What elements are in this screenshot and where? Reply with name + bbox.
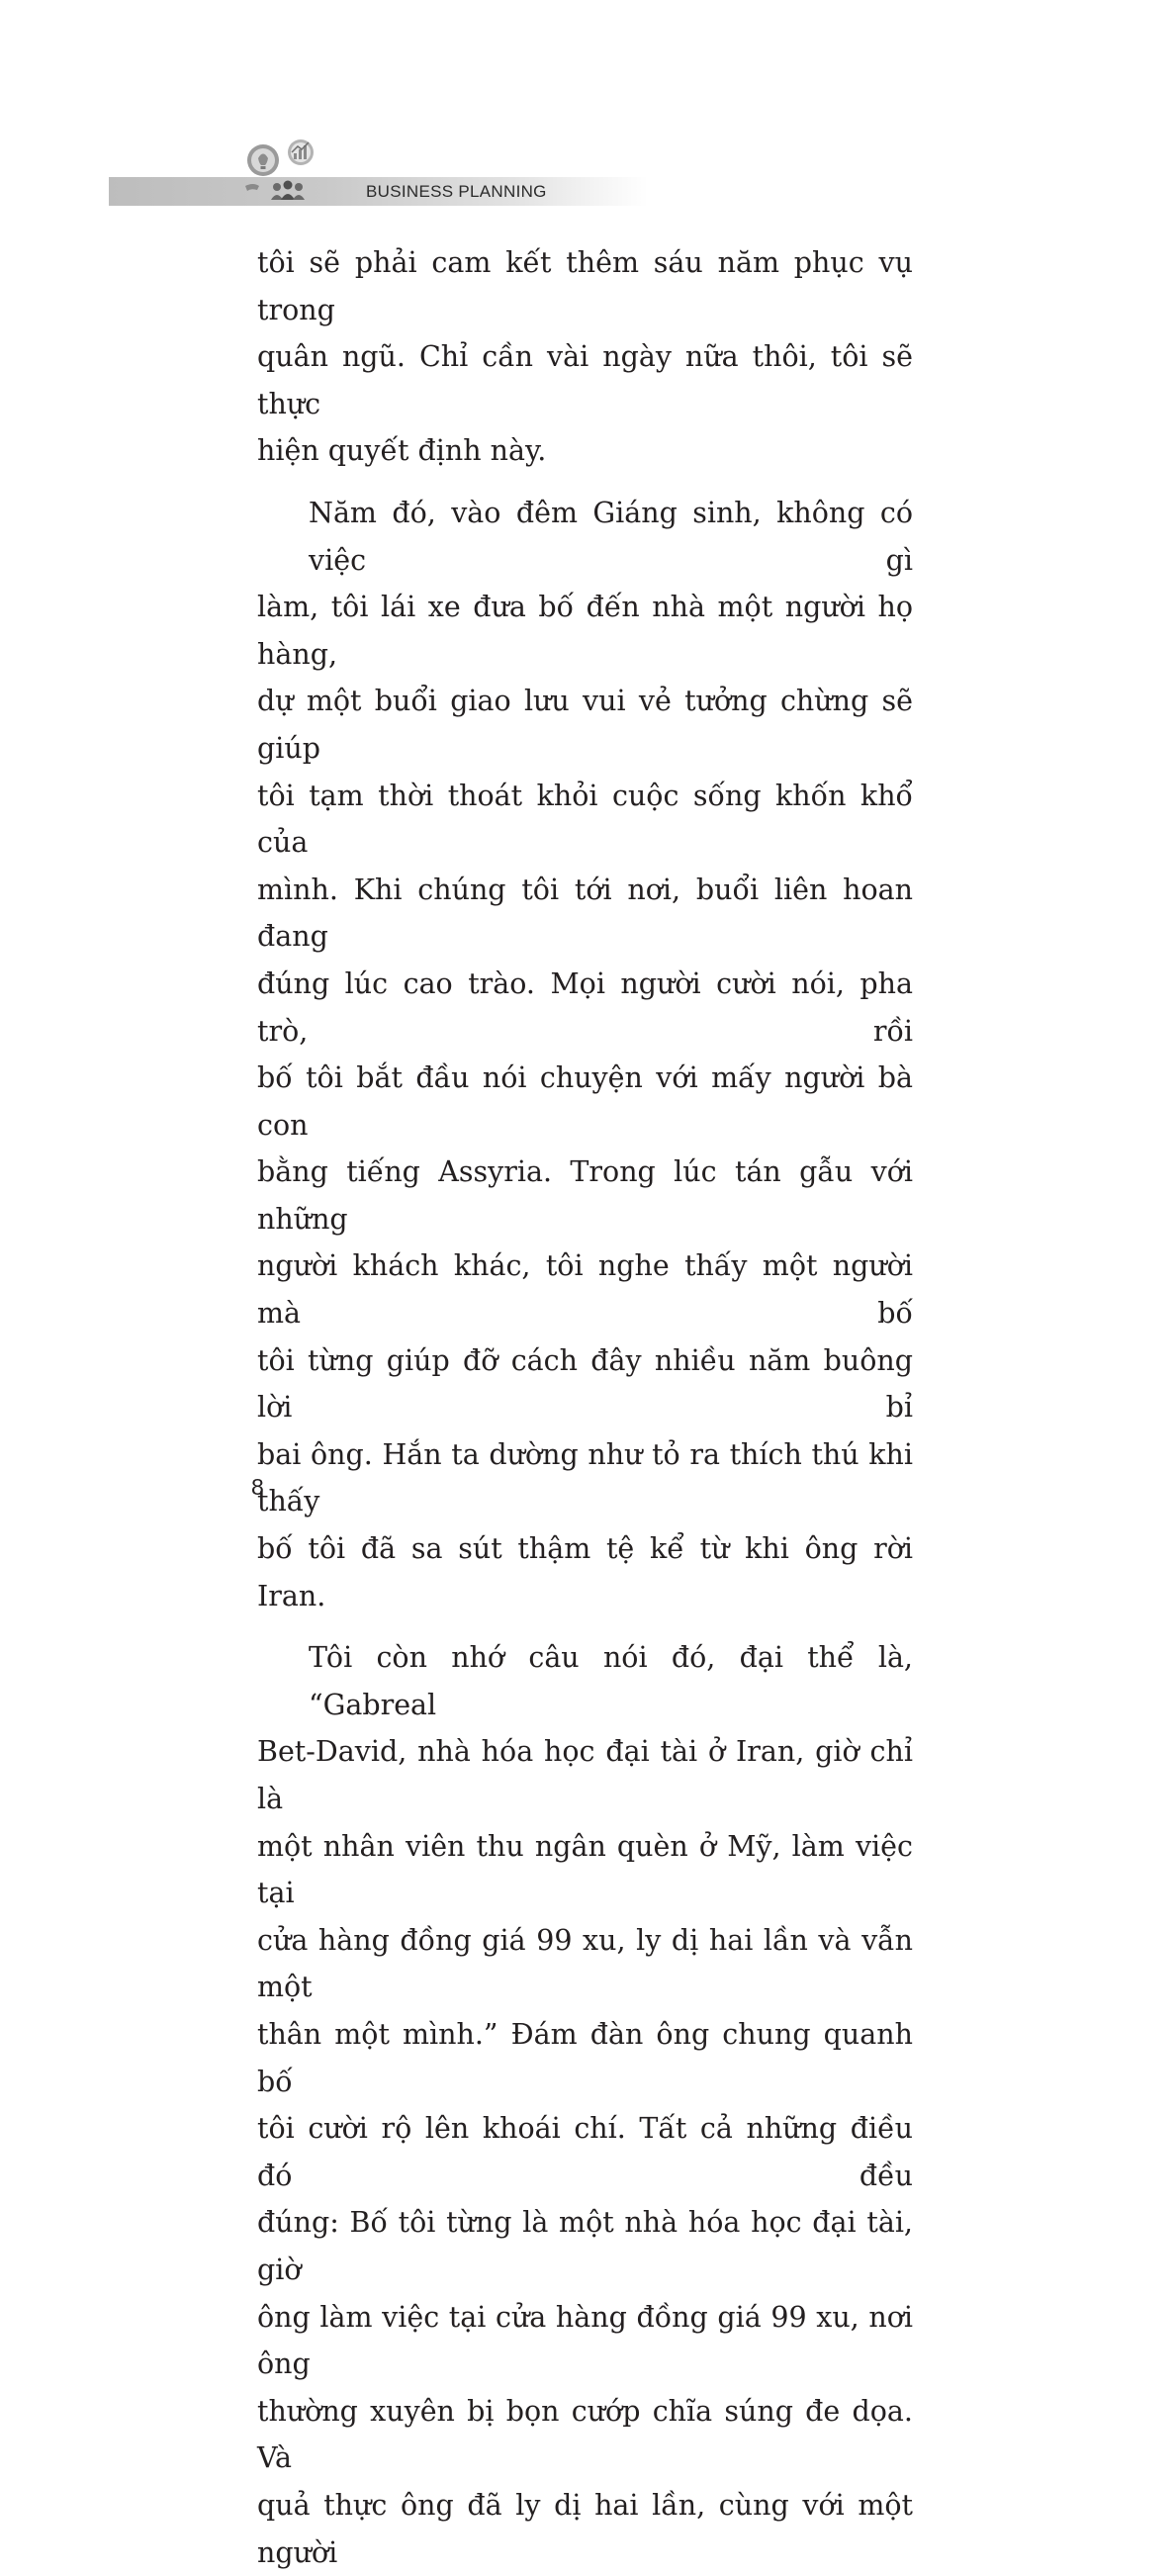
text-line: bai ông. Hắn ta dường như tỏ ra thích thú khi thấy [257, 1437, 913, 1518]
text-line: đúng: Bố tôi từng là một nhà hóa học đại tài, giờ [257, 2206, 913, 2286]
text-line: dự một buổi giao lưu vui vẻ tưởng chừng sẽ giúp [257, 685, 913, 765]
text-line: hiện quyết định này. [257, 434, 547, 468]
page-number: 8 [251, 1474, 264, 1500]
text-line: một nhân viên thu ngân quèn ở Mỹ, làm việc tại [257, 1829, 913, 1910]
text-line: Bet-David, nhà hóa học đại tài ở Iran, giờ chỉ là [257, 1735, 913, 1815]
text-line: làm, tôi lái xe đưa bố đến nhà một người họ hàng, [257, 591, 913, 671]
text-line: người khách khác, tôi nghe thấy một người mà bố [257, 1249, 913, 1331]
text-line: mình. Khi chúng tôi tới nơi, buổi liên hoan đang [257, 873, 913, 954]
running-header-title: BUSINESS PLANNING [366, 182, 547, 201]
text-line: quả thực ông đã ly dị hai lần, cùng với một người [257, 2488, 913, 2569]
text-line: thân một mình.” Đám đàn ông chung quanh bố [257, 2017, 913, 2098]
text-line: thường xuyên bị bọn cướp chĩa súng đe dọa. Và [257, 2394, 913, 2475]
text-line: ông làm việc tại cửa hàng đồng giá 99 xu, nơi ông [257, 2300, 913, 2381]
text-line: tôi từng giúp đỡ cách đây nhiều năm buông lời bỉ [257, 1343, 913, 1425]
text-line: tôi sẽ phải cam kết thêm sáu năm phục vụ trong [257, 246, 913, 326]
text-line: đúng lúc cao trào. Mọi người cười nói, pha trò, rồi [257, 966, 913, 1048]
business-planning-logo-icon [243, 138, 336, 208]
text-line: bằng tiếng Assyria. Trong lúc tán gẫu với những [257, 1155, 913, 1236]
text-line: tôi tạm thời thoát khỏi cuộc sống khốn khổ của [257, 779, 913, 860]
text-line: bố tôi bắt đầu nói chuyện với mấy người bà con [257, 1061, 913, 1142]
text-line: Năm đó, vào đêm Giáng sinh, không có việc gì [309, 496, 913, 577]
body-text [257, 239, 913, 2576]
text-line: quân ngũ. Chỉ cần vài ngày nữa thôi, tôi sẽ thực [257, 340, 913, 420]
text-line: tôi cười rộ lên khoái chí. Tất cả những điều đó đều [257, 2112, 913, 2192]
text-line: bố tôi đã sa sút thậm tệ kể từ khi ông rời Iran. [257, 1532, 913, 1612]
text-line: Tôi còn nhớ câu nói đó, đại thể là, “Gabreal [309, 1641, 913, 1721]
text-line: cửa hàng đồng giá 99 xu, ly dị hai lần và vẫn một [257, 1923, 913, 2004]
